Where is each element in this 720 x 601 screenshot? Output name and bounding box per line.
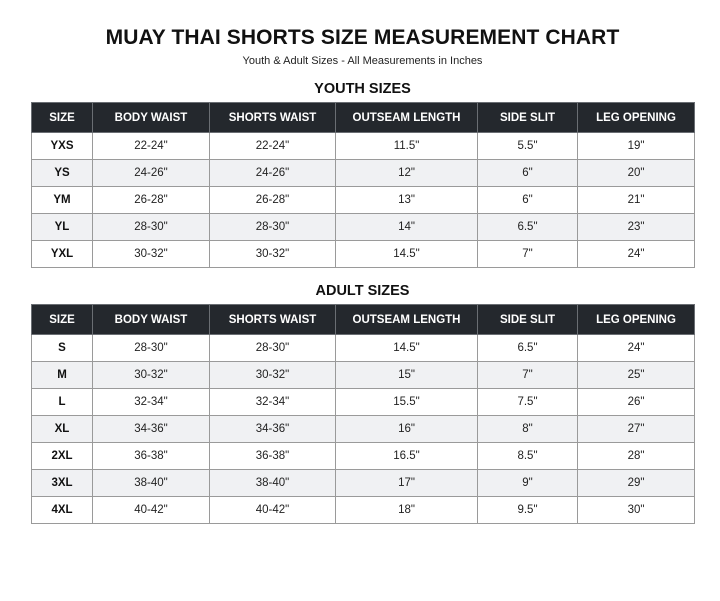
column-header-side-slit: SIDE SLIT [478, 305, 578, 335]
side-slit-cell: 8" [478, 416, 578, 443]
table-row [32, 416, 695, 443]
side-slit-cell: 6.5" [478, 214, 578, 241]
outseam-length-cell: 15.5" [336, 389, 478, 416]
size-cell: YXS [32, 133, 93, 160]
side-slit-cell: 7.5" [478, 389, 578, 416]
outseam-length-cell: 14" [336, 214, 478, 241]
shorts-waist-cell: 36-38" [210, 443, 336, 470]
adult-sizes-heading: ADULT SIZES [315, 283, 410, 299]
table-body [32, 133, 695, 268]
leg-opening-cell: 30" [578, 497, 695, 524]
column-header-shorts-waist: SHORTS WAIST [210, 305, 336, 335]
body-waist-cell: 38-40" [93, 470, 210, 497]
table-row [32, 470, 695, 497]
outseam-length-cell: 16.5" [336, 443, 478, 470]
shorts-waist-cell: 26-28" [210, 187, 336, 214]
shorts-waist-cell: 30-32" [210, 362, 336, 389]
table-row [32, 133, 695, 160]
size-cell: YL [32, 214, 93, 241]
size-cell: 2XL [32, 443, 93, 470]
size-cell: XL [32, 416, 93, 443]
size-cell: M [32, 362, 93, 389]
size-cell: YS [32, 160, 93, 187]
outseam-length-cell: 18" [336, 497, 478, 524]
shorts-waist-cell: 34-36" [210, 416, 336, 443]
shorts-waist-cell: 30-32" [210, 241, 336, 268]
shorts-waist-cell: 38-40" [210, 470, 336, 497]
column-header-leg-opening: LEG OPENING [578, 103, 695, 133]
body-waist-cell: 30-32" [93, 241, 210, 268]
page-subtitle: Youth & Adult Sizes - All Measurements in Inches [242, 55, 483, 67]
table-row [32, 160, 695, 187]
size-cell: S [32, 335, 93, 362]
outseam-length-cell: 14.5" [336, 241, 478, 268]
outseam-length-cell: 15" [336, 362, 478, 389]
column-header-outseam-length: OUTSEAM LENGTH [336, 103, 478, 133]
table-row [32, 443, 695, 470]
youth-sizes-heading: YOUTH SIZES [314, 81, 411, 97]
column-header-shorts-waist: SHORTS WAIST [210, 103, 336, 133]
leg-opening-cell: 26" [578, 389, 695, 416]
column-header-side-slit: SIDE SLIT [478, 103, 578, 133]
column-header-outseam-length: OUTSEAM LENGTH [336, 305, 478, 335]
table-row [32, 335, 695, 362]
table-row [32, 214, 695, 241]
shorts-waist-cell: 40-42" [210, 497, 336, 524]
column-header-leg-opening: LEG OPENING [578, 305, 695, 335]
table-row [32, 187, 695, 214]
leg-opening-cell: 21" [578, 187, 695, 214]
size-cell: 3XL [32, 470, 93, 497]
body-waist-cell: 28-30" [93, 214, 210, 241]
table-body [32, 335, 695, 524]
outseam-length-cell: 13" [336, 187, 478, 214]
body-waist-cell: 30-32" [93, 362, 210, 389]
shorts-waist-cell: 24-26" [210, 160, 336, 187]
leg-opening-cell: 24" [578, 241, 695, 268]
side-slit-cell: 6.5" [478, 335, 578, 362]
size-cell: YM [32, 187, 93, 214]
body-waist-cell: 26-28" [93, 187, 210, 214]
body-waist-cell: 36-38" [93, 443, 210, 470]
size-cell: L [32, 389, 93, 416]
body-waist-cell: 24-26" [93, 160, 210, 187]
table-header [32, 103, 695, 133]
shorts-waist-cell: 32-34" [210, 389, 336, 416]
side-slit-cell: 9" [478, 470, 578, 497]
outseam-length-cell: 17" [336, 470, 478, 497]
column-header-size: SIZE [32, 103, 93, 133]
leg-opening-cell: 29" [578, 470, 695, 497]
body-waist-cell: 34-36" [93, 416, 210, 443]
leg-opening-cell: 25" [578, 362, 695, 389]
outseam-length-cell: 12" [336, 160, 478, 187]
youth-size-table [31, 102, 695, 268]
body-waist-cell: 22-24" [93, 133, 210, 160]
outseam-length-cell: 11.5" [336, 133, 478, 160]
table-row [32, 497, 695, 524]
side-slit-cell: 7" [478, 362, 578, 389]
table-header [32, 305, 695, 335]
leg-opening-cell: 27" [578, 416, 695, 443]
side-slit-cell: 7" [478, 241, 578, 268]
header-row [32, 103, 695, 133]
body-waist-cell: 32-34" [93, 389, 210, 416]
side-slit-cell: 6" [478, 187, 578, 214]
shorts-waist-cell: 22-24" [210, 133, 336, 160]
body-waist-cell: 28-30" [93, 335, 210, 362]
leg-opening-cell: 19" [578, 133, 695, 160]
leg-opening-cell: 23" [578, 214, 695, 241]
shorts-waist-cell: 28-30" [210, 214, 336, 241]
size-cell: 4XL [32, 497, 93, 524]
table-row [32, 362, 695, 389]
column-header-size: SIZE [32, 305, 93, 335]
body-waist-cell: 40-42" [93, 497, 210, 524]
table-row [32, 241, 695, 268]
outseam-length-cell: 14.5" [336, 335, 478, 362]
shorts-waist-cell: 28-30" [210, 335, 336, 362]
side-slit-cell: 6" [478, 160, 578, 187]
header-row [32, 305, 695, 335]
side-slit-cell: 5.5" [478, 133, 578, 160]
leg-opening-cell: 24" [578, 335, 695, 362]
adult-size-table [31, 304, 695, 524]
side-slit-cell: 9.5" [478, 497, 578, 524]
leg-opening-cell: 20" [578, 160, 695, 187]
page-title: MUAY THAI SHORTS SIZE MEASUREMENT CHART [105, 26, 620, 49]
column-header-body-waist: BODY WAIST [93, 305, 210, 335]
size-cell: YXL [32, 241, 93, 268]
outseam-length-cell: 16" [336, 416, 478, 443]
column-header-body-waist: BODY WAIST [93, 103, 210, 133]
side-slit-cell: 8.5" [478, 443, 578, 470]
leg-opening-cell: 28" [578, 443, 695, 470]
table-row [32, 389, 695, 416]
